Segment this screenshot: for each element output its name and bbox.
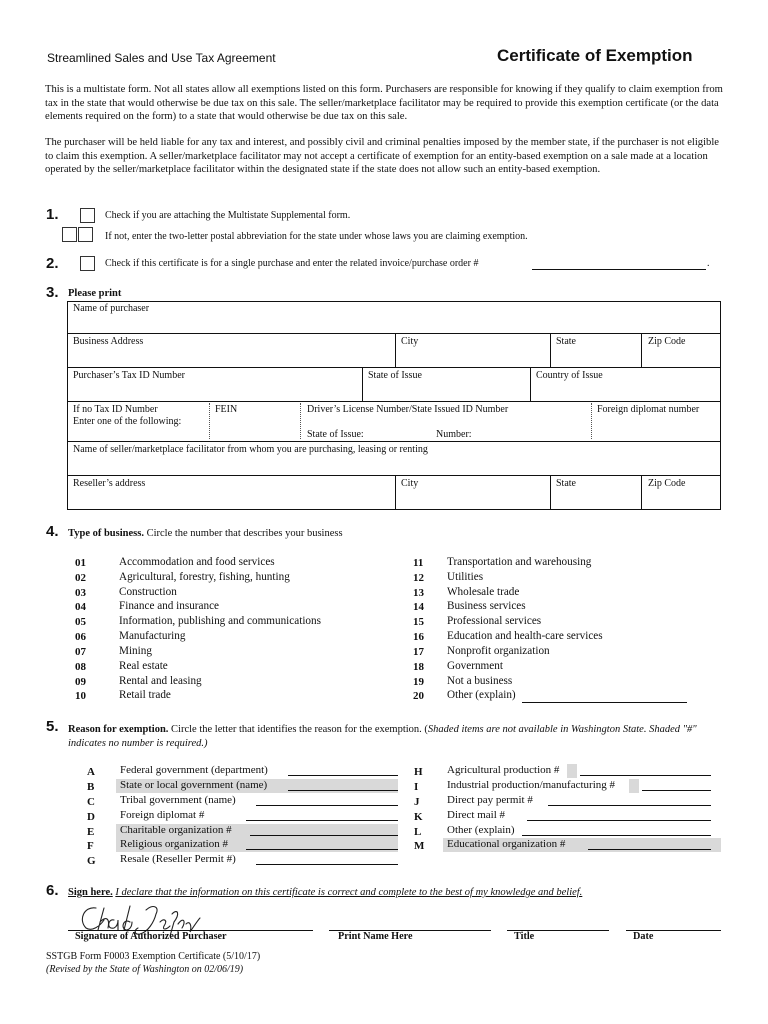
dl-state-of-issue-field[interactable]: State of Issue: bbox=[307, 429, 364, 440]
business-code[interactable]: 11 bbox=[413, 557, 424, 569]
business-label: Nonprofit organization bbox=[447, 645, 550, 657]
supplemental-form-label: Check if you are attaching the Multistate Supplemental form. bbox=[105, 210, 351, 221]
reason-label: Religious organization # bbox=[120, 838, 228, 850]
reseller-address-field[interactable]: Reseller’s address bbox=[73, 478, 146, 489]
agreement-title: Streamlined Sales and Use Tax Agreement bbox=[47, 51, 276, 65]
title-label: Title bbox=[514, 931, 535, 942]
intro-paragraph-1: This is a multistate form. Not all states allow all exemptions listed on this form. Purchasers are responsible for knowing if they qualify to claim exemption from tax in the state that would otherwise be due tax on this sale. The seller/marketplace facilitator may be required to provide this exemption certificate (or the data elements required on the form) to a state that would otherwise be due tax on this sale. bbox=[45, 84, 723, 123]
no-tax-id-label: If no Tax ID Number bbox=[73, 404, 158, 415]
business-code[interactable]: 05 bbox=[75, 616, 86, 628]
reseller-state-field[interactable]: State bbox=[556, 478, 576, 489]
intro-paragraph-2: The purchaser will be held liable for any tax and interest, and possibly civil and criminal penalties imposed by the member state, if the purchaser is not eligible to claim this exemption. A seller/marketplace facilitator may not accept a certificate of exemption for an entity-based exemption on a sale made at a location operated by the seller/marketplace facilitator within the designated state if the state does not allow such an entity-based exemption. bbox=[45, 137, 719, 176]
reason-field[interactable] bbox=[288, 775, 398, 776]
reason-letter[interactable]: I bbox=[414, 781, 419, 793]
reason-label: Agricultural production # bbox=[447, 764, 560, 776]
business-label: Professional services bbox=[447, 615, 542, 627]
invoice-field-period: . bbox=[707, 258, 710, 269]
reason-field[interactable] bbox=[256, 864, 398, 865]
business-label: Mining bbox=[119, 645, 152, 657]
exemption-reason-heading bbox=[68, 723, 728, 751]
please-print-heading: Please print bbox=[68, 288, 122, 299]
reason-letter[interactable]: M bbox=[414, 840, 425, 852]
section-2-number: 2. bbox=[46, 255, 59, 272]
city-field[interactable]: City bbox=[401, 336, 419, 347]
reason-label: Tribal government (name) bbox=[120, 794, 236, 806]
date-label: Date bbox=[633, 931, 654, 942]
business-type-title: Type of business. bbox=[68, 528, 144, 539]
reason-label: Educational organization # bbox=[447, 838, 566, 850]
business-code[interactable]: 16 bbox=[413, 631, 424, 643]
declaration-line bbox=[68, 887, 582, 898]
reseller-city-field[interactable]: City bbox=[401, 478, 419, 489]
washington-shading-note: Shaded items are not available in Washington State. Shaded "#" indicates no number is required.) bbox=[68, 724, 697, 749]
reason-field[interactable] bbox=[580, 775, 711, 776]
reason-field[interactable] bbox=[246, 849, 398, 850]
business-address-field[interactable]: Business Address bbox=[73, 336, 144, 347]
reason-label: Direct mail # bbox=[447, 809, 506, 821]
reason-label: State or local government (name) bbox=[120, 779, 268, 791]
fein-field[interactable]: FEIN bbox=[215, 404, 238, 415]
business-label: Business services bbox=[447, 600, 526, 612]
reason-field[interactable] bbox=[548, 805, 711, 806]
reason-letter[interactable]: B bbox=[87, 781, 95, 793]
reason-letter[interactable]: C bbox=[87, 796, 95, 808]
reason-label: Other (explain) bbox=[447, 824, 515, 836]
state-abbrev-label: If not, enter the two-letter postal abbreviation for the state under whose laws you are claiming exemption. bbox=[105, 231, 528, 242]
tax-id-field[interactable]: Purchaser’s Tax ID Number bbox=[73, 370, 185, 381]
revision-note: (Revised by the State of Washington on 02/06/19) bbox=[46, 964, 244, 975]
reason-field[interactable] bbox=[527, 820, 711, 821]
reason-field[interactable] bbox=[588, 849, 711, 850]
business-label: Wholesale trade bbox=[447, 586, 520, 598]
business-label: Government bbox=[447, 660, 503, 672]
reason-letter[interactable]: G bbox=[87, 855, 96, 867]
business-code[interactable]: 15 bbox=[413, 616, 424, 628]
reason-label: Foreign diplomat # bbox=[120, 809, 205, 821]
section-5-number: 5. bbox=[46, 718, 59, 735]
reason-letter[interactable]: K bbox=[414, 811, 423, 823]
reason-letter[interactable]: F bbox=[87, 840, 94, 852]
form-id: SSTGB Form F0003 Exemption Certificate (5/10/17) bbox=[46, 951, 261, 962]
business-label: Retail trade bbox=[119, 689, 171, 701]
business-code[interactable]: 12 bbox=[413, 572, 424, 584]
business-label: Agricultural, forestry, fishing, hunting bbox=[119, 571, 290, 583]
print-name-label: Print Name Here bbox=[338, 931, 413, 942]
single-purchase-checkbox[interactable] bbox=[80, 256, 95, 271]
business-code[interactable]: 09 bbox=[75, 676, 86, 688]
reason-letter[interactable]: D bbox=[87, 811, 95, 823]
reason-label: Charitable organization # bbox=[120, 824, 232, 836]
business-code[interactable]: 17 bbox=[413, 646, 424, 658]
sign-here-label: Sign here. bbox=[68, 887, 113, 898]
business-code[interactable]: 08 bbox=[75, 661, 86, 673]
section-1-number: 1. bbox=[46, 206, 59, 223]
reason-letter[interactable]: J bbox=[414, 796, 420, 808]
business-label: Construction bbox=[119, 586, 177, 598]
business-code[interactable]: 14 bbox=[413, 601, 424, 613]
business-code[interactable]: 07 bbox=[75, 646, 86, 658]
reason-field[interactable] bbox=[522, 835, 711, 836]
business-label: Real estate bbox=[119, 660, 168, 672]
seller-name-field[interactable]: Name of seller/marketplace facilitator from whom you are purchasing, leasing or renting bbox=[73, 444, 428, 455]
foreign-diplomat-number-field[interactable]: Foreign diplomat number bbox=[597, 404, 700, 415]
reason-field[interactable] bbox=[288, 790, 398, 791]
tax-id-state-of-issue-field[interactable]: State of Issue bbox=[368, 370, 422, 381]
reason-field[interactable] bbox=[642, 790, 711, 791]
business-code[interactable]: 03 bbox=[75, 587, 86, 599]
single-purchase-label: Check if this certificate is for a single purchase and enter the related invoice/purchase order # bbox=[105, 258, 479, 269]
country-of-issue-field[interactable]: Country of Issue bbox=[536, 370, 603, 381]
business-code[interactable]: 19 bbox=[413, 676, 424, 688]
reason-field[interactable] bbox=[246, 820, 398, 821]
reason-letter[interactable]: H bbox=[414, 766, 423, 778]
section-6-number: 6. bbox=[46, 882, 59, 899]
business-label: Other (explain) bbox=[447, 689, 516, 701]
declaration-text: I declare that the information on this certificate is correct and complete to the best of my knowledge and belief. bbox=[115, 887, 583, 898]
business-code[interactable]: 13 bbox=[413, 587, 424, 599]
enter-one-label: Enter one of the following: bbox=[73, 416, 182, 427]
state-abbrev-box-2[interactable] bbox=[78, 227, 93, 242]
business-code[interactable]: 01 bbox=[75, 557, 86, 569]
business-code[interactable]: 04 bbox=[75, 601, 86, 613]
signature-label: Signature of Authorized Purchaser bbox=[75, 931, 227, 942]
business-type-instruction: Circle the number that describes your business bbox=[146, 528, 343, 539]
dl-number-field[interactable]: Number: bbox=[436, 429, 472, 440]
business-label: Accommodation and food services bbox=[119, 556, 275, 568]
business-code[interactable]: 02 bbox=[75, 572, 86, 584]
business-label: Not a business bbox=[447, 675, 513, 687]
reason-label: Direct pay permit # bbox=[447, 794, 533, 806]
page-title: Certificate of Exemption bbox=[497, 46, 693, 65]
state-field[interactable]: State bbox=[556, 336, 576, 347]
state-abbrev-box-1[interactable] bbox=[62, 227, 77, 242]
reason-field[interactable] bbox=[256, 805, 398, 806]
supplemental-form-checkbox[interactable] bbox=[80, 208, 95, 223]
business-code[interactable]: 18 bbox=[413, 661, 424, 673]
business-code[interactable]: 06 bbox=[75, 631, 86, 643]
exemption-reason-title: Reason for exemption. bbox=[68, 724, 169, 735]
business-label: Rental and leasing bbox=[119, 675, 202, 687]
business-label: Finance and insurance bbox=[119, 600, 220, 612]
reason-field[interactable] bbox=[250, 835, 398, 836]
reason-label: Federal government (department) bbox=[120, 764, 268, 776]
reason-label: Resale (Reseller Permit #) bbox=[120, 853, 236, 865]
reason-letter[interactable]: A bbox=[87, 766, 95, 778]
invoice-number-field[interactable] bbox=[532, 269, 706, 270]
drivers-license-field[interactable]: Driver’s License Number/State Issued ID Number bbox=[307, 404, 509, 415]
business-label: Manufacturing bbox=[119, 630, 186, 642]
business-label: Education and health-care services bbox=[447, 630, 603, 642]
business-label: Transportation and warehousing bbox=[447, 556, 592, 568]
business-code[interactable]: 10 bbox=[75, 690, 86, 702]
business-label: Utilities bbox=[447, 571, 484, 583]
business-code[interactable]: 20 bbox=[413, 690, 424, 702]
business-other-explain-field[interactable] bbox=[522, 702, 687, 703]
section-3-number: 3. bbox=[46, 284, 59, 301]
reason-letter[interactable]: L bbox=[414, 826, 422, 838]
reason-label: Industrial production/manufacturing # bbox=[447, 779, 616, 791]
business-type-heading bbox=[68, 528, 343, 539]
reseller-zip-field[interactable]: Zip Code bbox=[648, 478, 686, 489]
section-4-number: 4. bbox=[46, 523, 59, 540]
zip-code-field[interactable]: Zip Code bbox=[648, 336, 686, 347]
reason-letter[interactable]: E bbox=[87, 826, 95, 838]
exemption-reason-instruction: Circle the letter that identifies the reason for the exemption. ( bbox=[171, 724, 428, 735]
purchaser-name-field[interactable]: Name of purchaser bbox=[73, 303, 150, 314]
business-label: Information, publishing and communications bbox=[119, 615, 321, 627]
